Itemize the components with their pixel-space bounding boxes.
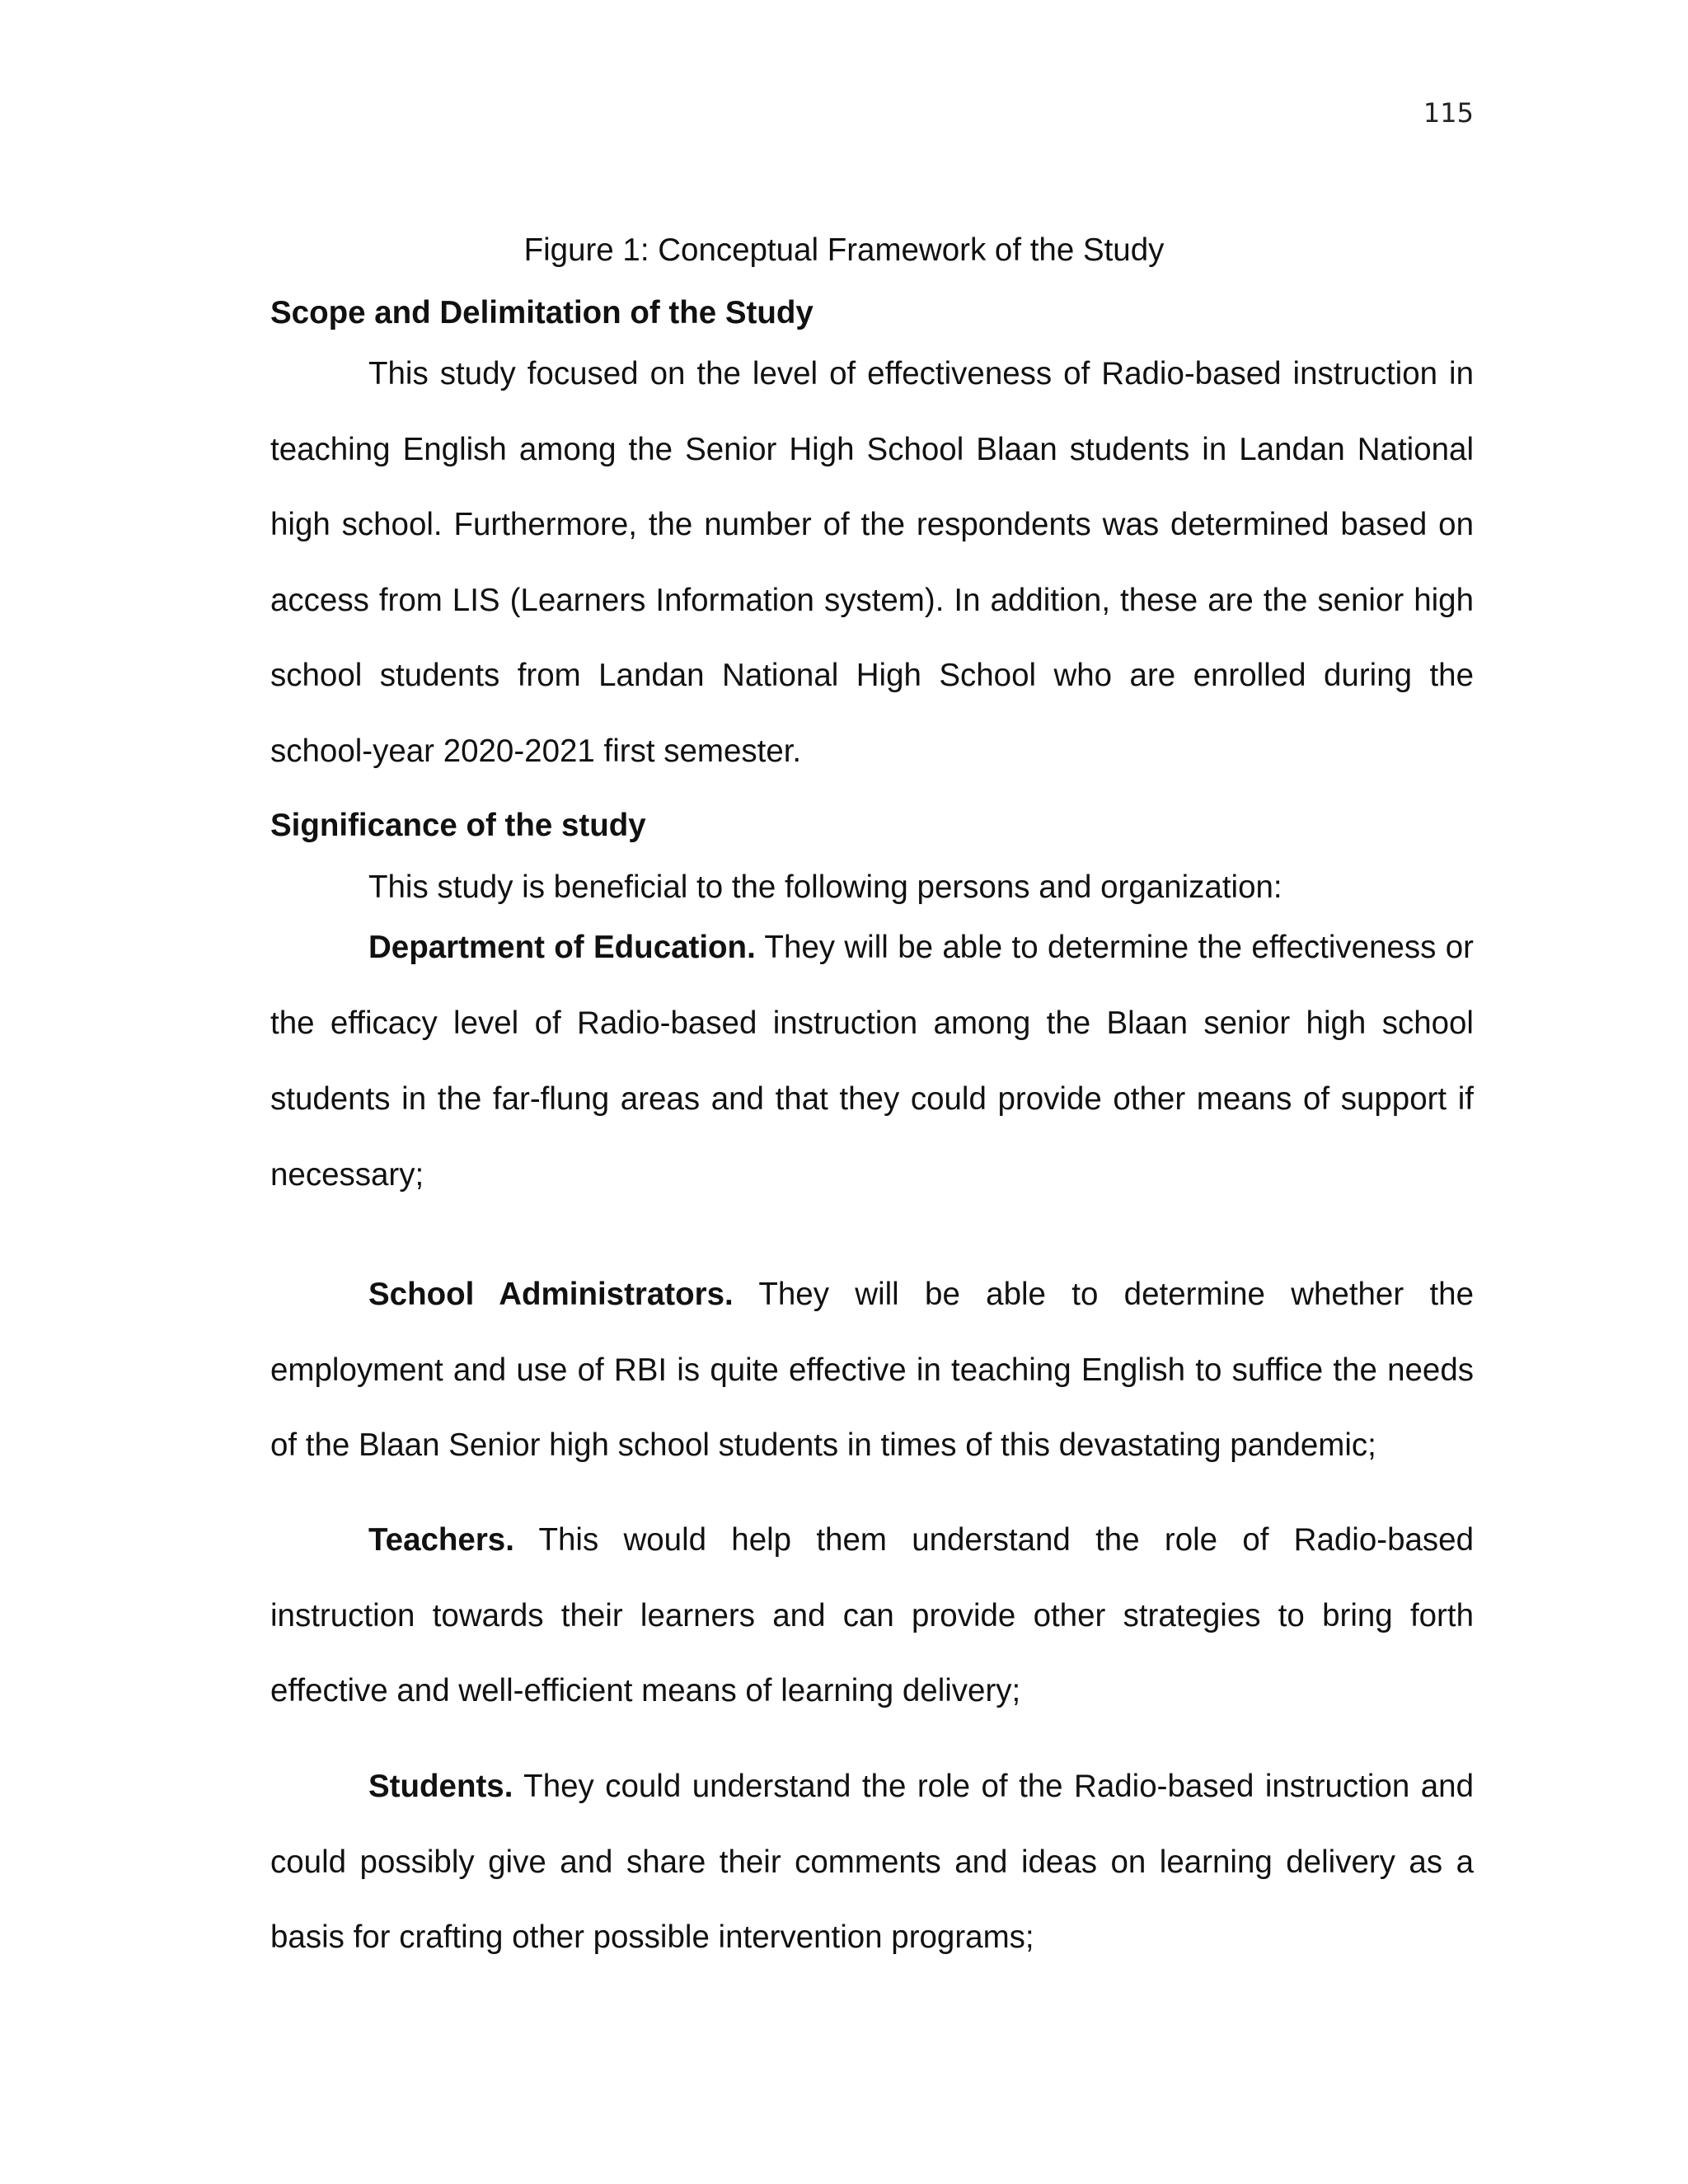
significance-heading: Significance of the study — [270, 808, 646, 843]
students-paragraph — [270, 1749, 1474, 1975]
students-term: Students. — [368, 1769, 513, 1804]
deped-paragraph — [270, 910, 1474, 1213]
school-admin-term: School Administrators. — [368, 1277, 734, 1312]
page-number: 115 — [1423, 97, 1474, 129]
significance-intro: This study is beneficial to the following persons and organization: — [368, 869, 1282, 905]
students-text: They could understand the role of the Radio-based instruction and could possibly give and share their comments and ideas on learning delivery as a basis for crafting other possible intervention programs; — [270, 1769, 1474, 1955]
deped-text: They will be able to determine the effectiveness or the efficacy level of Radio-based instruction among the Blaan senior high school students in the far-flung areas and that they could provide other means of support if necessary; — [270, 930, 1474, 1193]
teachers-text: This would help them understand the role of Radio-based instruction towards their learners and can provide other strategies to bring forth effective and well-efficient means of learning delivery; — [270, 1522, 1474, 1708]
scope-heading: Scope and Delimitation of the Study — [270, 295, 814, 330]
teachers-paragraph — [270, 1502, 1474, 1729]
scope-paragraph: This study focused on the level of effectiveness of Radio-based instruction in teaching English among the Senior High School Blaan students in Landan National high school. Furthermore, the number of the respondents was determined based on access from LIS (Learners Information system). In addition, these are the senior high school students from Landan National High School who are enrolled during the school-year 2020-2021 first semester. — [270, 356, 1474, 769]
school-admin-paragraph — [270, 1257, 1474, 1483]
teachers-term: Teachers. — [368, 1522, 514, 1558]
deped-term: Department of Education. — [368, 930, 756, 965]
school-admin-text: They will be able to determine whether the employment and use of RBI is quite effective in teaching English to suffice the needs of the Blaan Senior high school students in times of this devastating pandemic; — [270, 1277, 1474, 1463]
figure-caption: Figure 1: Conceptual Framework of the Study — [523, 232, 1165, 268]
